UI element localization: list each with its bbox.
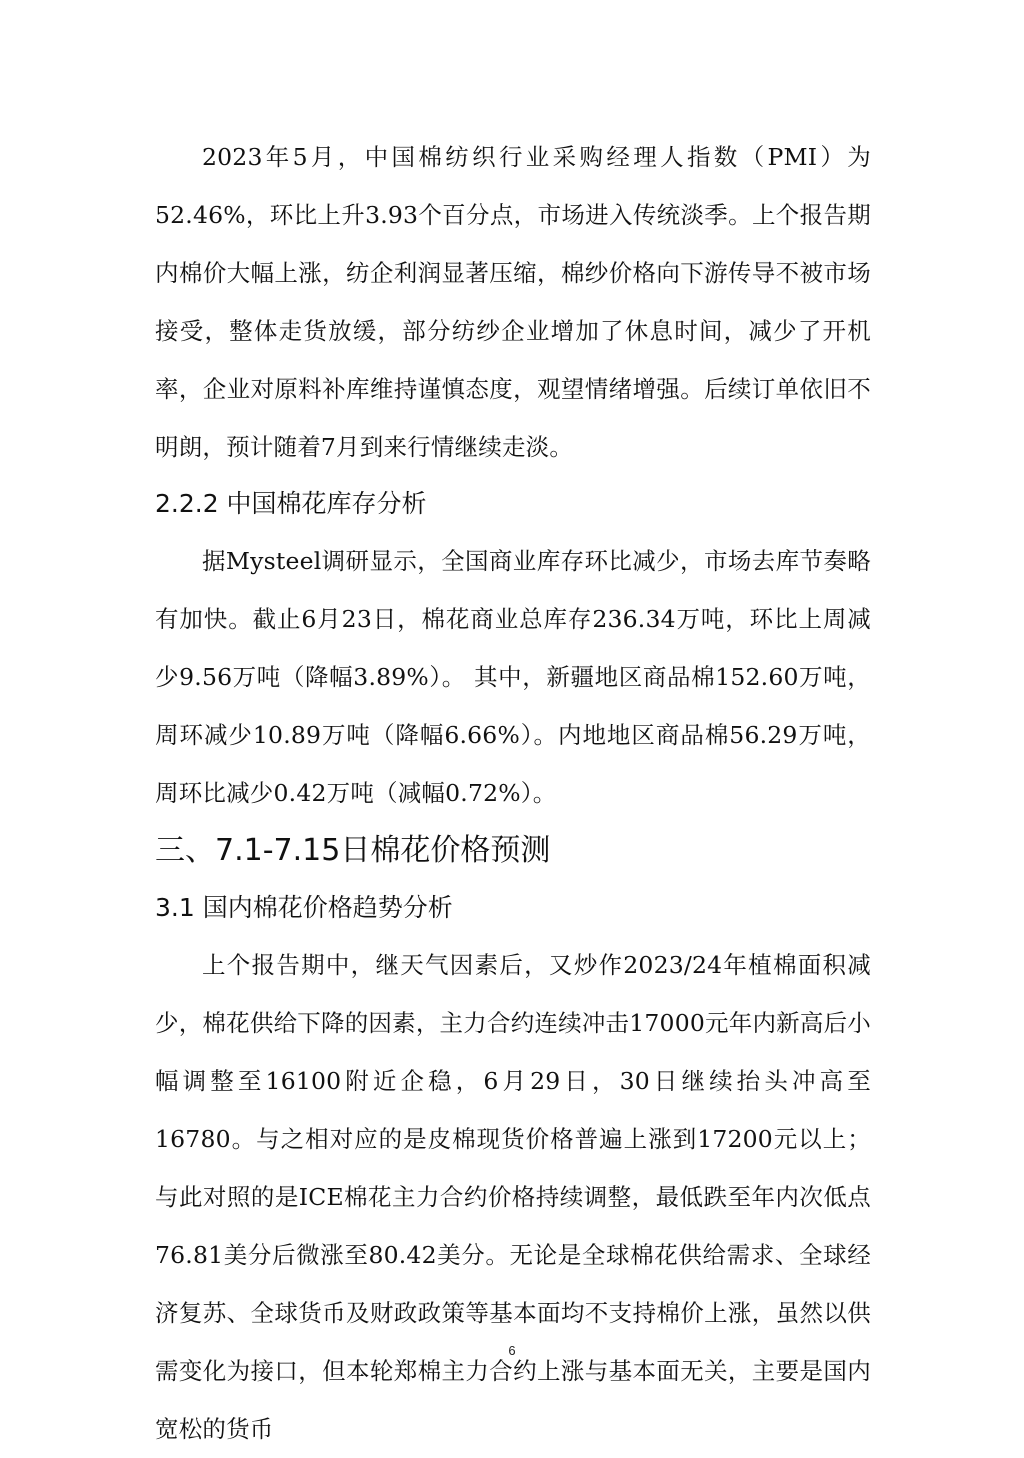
heading-price-forecast: 三、7.1-7.15日棉花价格预测 — [155, 833, 551, 868]
page-number: 6 — [508, 1343, 516, 1358]
paragraph-price-trend: 上个报告期中，继天气因素后，又炒作2023/24年植棉面积减少，棉花供给下降的因素，主力合约连续冲击17000元年内新高后小幅调整至16100附近企稳，6月29日，30日继续抬头冲高至16780。与之相对应的是皮棉现货价格普遍上涨到17200元以上；与此对照的是ICE棉花主力合约价格持续调整，最低跌至年内次低点76.81美分后微涨至80.42美分。无论是全球棉花供给需求、全球经济复苏、全球货币及财政政策等基本面均不支持棉价上涨，虽然以供需变化为接口，但本轮郑棉主力合约上涨与基本面无关，主要是国内宽松的货币 — [155, 951, 871, 1443]
heading-cotton-inventory-analysis: 2.2.2 中国棉花库存分析 — [155, 489, 427, 518]
paragraph-inventory: 据Mysteel调研显示，全国商业库存环比减少，市场去库节奏略有加快。截止6月23日，棉花商业总库存236.34万吨，环比上周减少9.56万吨（降幅3.89%）。 其中，新疆地区商品棉152.60万吨，周环减少10.89万吨（降幅6.66%）。内地地区商品棉56.29万吨，周环比减少0.42万吨（减幅0.72%）。 — [155, 547, 871, 807]
document-body — [155, 128, 871, 1458]
heading-domestic-price-trend: 3.1 国内棉花价格趋势分析 — [155, 893, 453, 922]
paragraph-pmi: 2023年5月，中国棉纺织行业采购经理人指数（PMI）为52.46%，环比上升3.93个百分点，市场进入传统淡季。上个报告期内棉价大幅上涨，纺企利润显著压缩，棉纱价格向下游传导不被市场接受，整体走货放缓，部分纺纱企业增加了休息时间，减少了开机率，企业对原料补库维持谨慎态度，观望情绪增强。后续订单依旧不明朗，预计随着7月到来行情继续走淡。 — [155, 143, 871, 461]
